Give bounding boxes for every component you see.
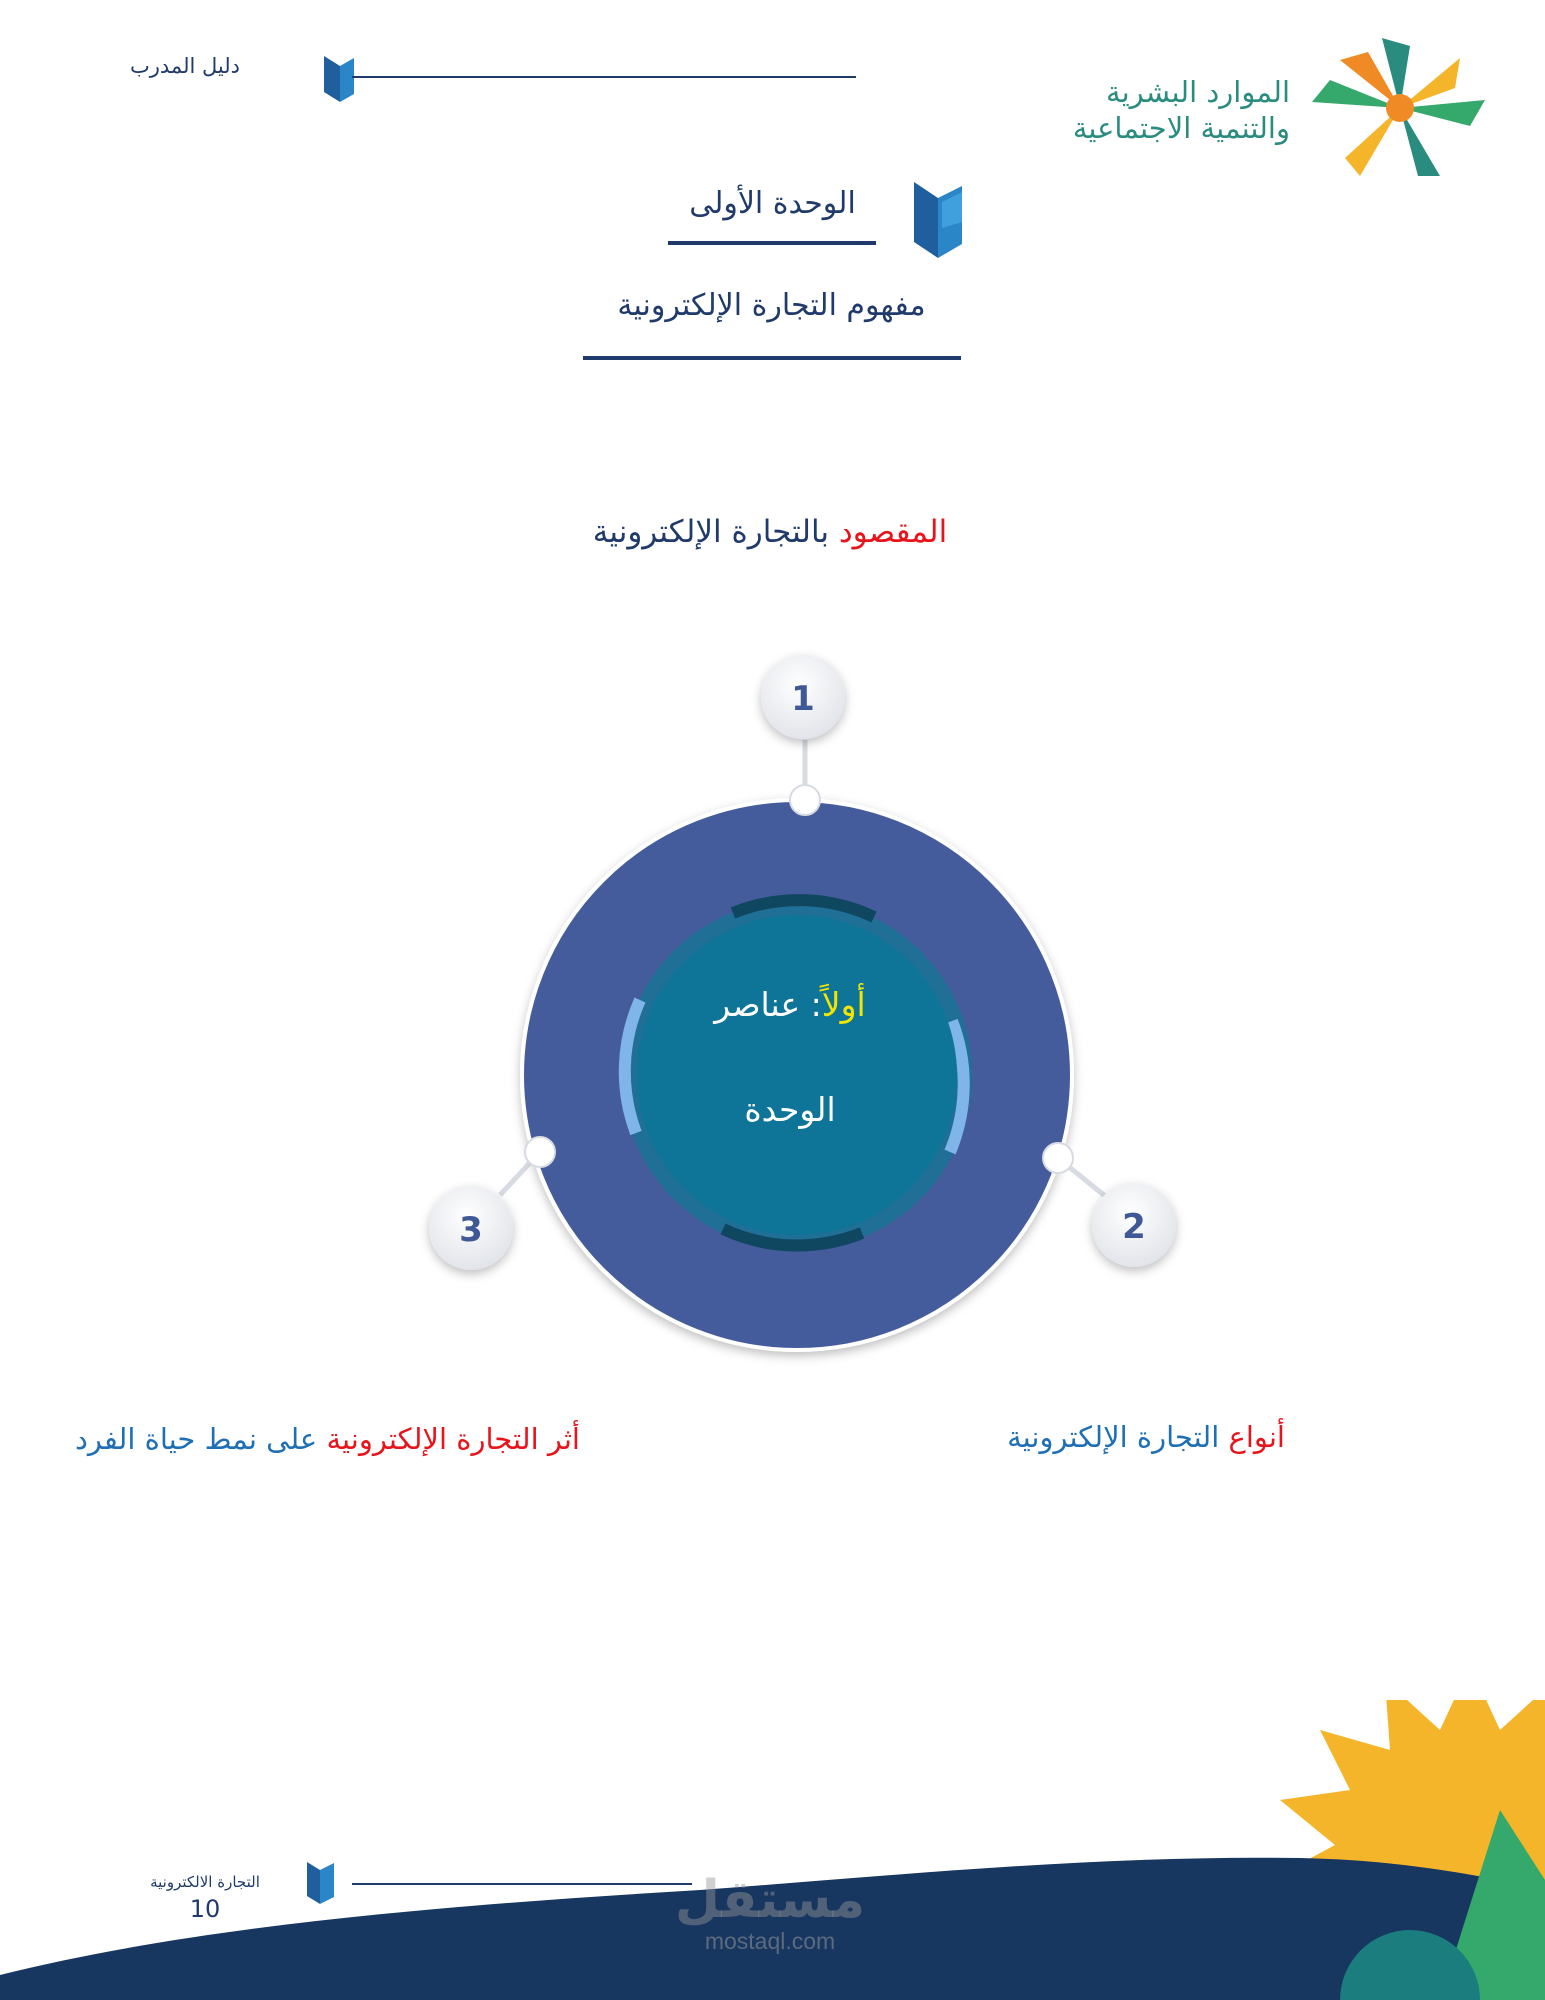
- node-3-number: 3: [459, 1210, 483, 1250]
- core-title-rest: : عناصر: [714, 985, 822, 1024]
- bookmark-icon: [307, 1862, 334, 1904]
- node-3: [429, 1186, 513, 1270]
- page-number: 10: [189, 1895, 221, 1923]
- core-circle: [637, 915, 957, 1235]
- node-3-label: [40, 1422, 580, 1456]
- meaning-rest: بالتجارة الإلكترونية: [592, 514, 839, 550]
- connector-dot-3: [525, 1137, 555, 1167]
- ministry-name: [1073, 74, 1290, 146]
- footer-decoration: [0, 1700, 1545, 2000]
- footer-divider: [352, 1883, 692, 1885]
- bookmark-icon: [914, 182, 962, 258]
- unit-title: الوحدة الأولى: [689, 186, 856, 221]
- unit-subtitle: مفهوم التجارة الإلكترونية: [617, 288, 926, 323]
- trainer-guide-label: دليل المدرب: [130, 54, 240, 78]
- node-2-label-rest: التجارة الإلكترونية: [1007, 1420, 1229, 1454]
- header-divider: [352, 76, 856, 78]
- core-title-highlight: أولاً: [821, 985, 866, 1024]
- connector-dot-1: [790, 785, 820, 815]
- node-2: [1092, 1183, 1176, 1267]
- meaning-highlight: المقصود: [838, 514, 948, 550]
- node-1: [761, 655, 845, 739]
- footer-title: التجارة الالكترونية: [150, 1873, 260, 1891]
- node-2-label: [960, 1420, 1285, 1454]
- watermark-english: mostaql.com: [704, 1928, 836, 1954]
- meaning-heading: [480, 514, 1060, 550]
- node-2-number: 2: [1122, 1207, 1146, 1247]
- node-2-label-highlight: أنواع: [1228, 1420, 1285, 1454]
- ministry-name-line1: الموارد البشرية: [1106, 75, 1290, 109]
- bookmark-icon: [324, 56, 354, 102]
- unit-subtitle-underline: [583, 356, 961, 360]
- ministry-name-line2: والتنمية الاجتماعية: [1072, 111, 1290, 145]
- connector-dot-2: [1043, 1143, 1073, 1173]
- node-1-number: 1: [791, 679, 815, 719]
- ministry-logo-icon: [1310, 36, 1490, 181]
- watermark-arabic: مستقل: [674, 1870, 866, 1930]
- core-title-line2: الوحدة: [744, 1090, 836, 1129]
- node-3-label-rest: على نمط حياة الفرد: [74, 1422, 327, 1456]
- node-3-label-highlight: أثر التجارة الإلكترونية: [326, 1422, 580, 1456]
- unit-title-underline: [668, 241, 876, 245]
- core-title: [640, 985, 940, 1024]
